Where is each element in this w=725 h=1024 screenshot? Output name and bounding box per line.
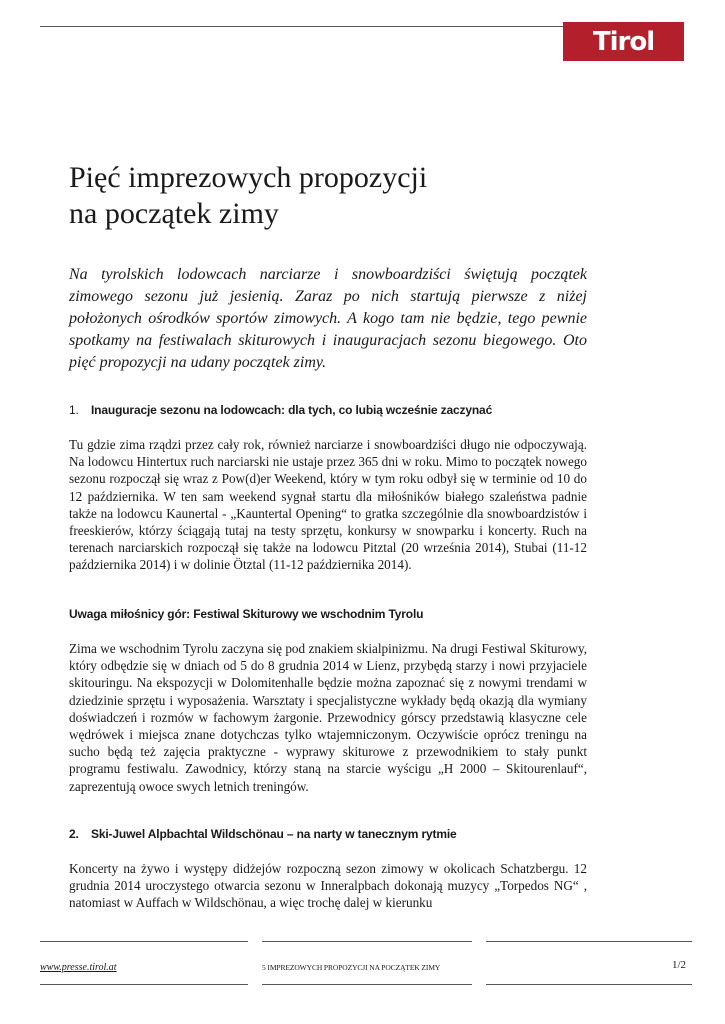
footer-page-number: 1/2	[672, 959, 687, 971]
section-1-number: 1.	[69, 403, 79, 417]
header-rule	[40, 26, 592, 27]
section-1-heading	[69, 402, 599, 419]
title-line-2: na początek zimy	[69, 197, 279, 230]
footer-rule-left-bottom	[40, 984, 248, 985]
footer-rule-center-bottom	[262, 984, 472, 985]
section-3-number: 2.	[69, 827, 79, 841]
footer-rule-right	[486, 941, 692, 942]
page-title	[69, 160, 427, 232]
footer-website-link[interactable]: www.presse.tirol.at	[40, 962, 117, 973]
section-3-heading	[69, 826, 599, 843]
footer-rule-center	[262, 941, 472, 942]
footer-rule-right-bottom	[486, 984, 692, 985]
footer-rule-left	[40, 941, 248, 942]
tirol-logo	[563, 22, 684, 61]
section-3-title: Ski-Juwel Alpbachtal Wildschönau – na narty w tanecznym rytmie	[91, 827, 457, 841]
section-1-body: Tu gdzie zima rządzi przez cały rok, również narciarze i snowboardziści długo nie odpoczywają. Na lodowcu Hintertux ruch narciarski nie ustaje przez 365 dni w roku. Mimo to początek nowego sezonu rozpoczął się wraz z Pow(d)er Weekend, który w tym roku odbył się w terminie od 10 do 12 października. W ten sam weekend sygnał startu dla miłośników białego szaleństwa padnie także na lodowcu Kaunertal - „Kauntertal Opening“ to gratka szczególnie dla snowboardzistów i freeskierów, którzy ściągają tutaj na testy sprzętu, konkursy w snowparku i koncerty. Ruch na terenach narciarskich rozpoczął się także na lodowcu Pitztal (20 września 2014), Stubai (11-12 października 2014) i w dolinie Ötztal (11-12 października 2014).	[69, 437, 587, 573]
section-2-body: Zima we wschodnim Tyrolu zaczyna się pod znakiem skialpinizmu. Na drugi Festiwal Skiturowy, który odbędzie się w dniach od 5 do 8 grudnia 2014 w Lienz, przybędą starzy i nowi przyjaciele skitouringu. Na ekspozycji w Dolomitenhalle będzie można zapoznać się z nowymi trendami w dziedzinie sprzętu i wyposażenia. Warsztaty i specjalistyczne wykłady będą okazją dla wymiany doświadczeń i rozmów w fachowym żargonie. Przewodnicy górscy przedstawią klasyczne cele wędrówek i miejsca znane dotychczas tylko wtajemniczonym. Oczywiście oprócz treningu na sucho będą też zajęcia praktyczne - wyprawy skiturowe z przewodnikiem to stały punkt programu festiwalu. Zawodnicy, którzy staną na starcie wyścigu „H 2000 – Skitourenlauf“, zaprezentują owoce swych letnich treningów.	[69, 641, 587, 794]
title-line-1: Pięć imprezowych propozycji	[69, 161, 428, 194]
section-2-heading	[69, 606, 599, 623]
lead-paragraph: Na tyrolskich lodowcach narciarze i snowboardziści świętują początek zimowego sezonu już jesienią. Zaraz po nich startują pierwsze z niżej położonych ośrodków sportów zimowych. A kogo tam nie będzie, tego pewnie spotkamy na festiwalach skiturowych i inauguracjach sezonu biegowego. Oto pięć propozycji na udany początek zimy.	[69, 266, 587, 371]
footer-document-title: 5 IMPREZOWYCH PROPOZYCJI NA POCZĄTEK ZIMY	[262, 963, 441, 972]
section-3-body: Koncerty na żywo i występy didżejów rozpoczną sezon zimowy w okolicach Schatzbergu. 12 grudnia 2014 uroczystego otwarcia sezonu w Inneralpbach dokonają muzycy „Torpedos NG“ , natomiast w Auffach w Wildschönau, a więc trochę dalej w kierunku	[69, 861, 587, 911]
logo-text: Tirol	[592, 26, 655, 57]
section-1-title: Inauguracje sezonu na lodowcach: dla tych, co lubią wcześnie zaczynać	[91, 403, 493, 417]
section-2-title: Uwaga miłośnicy gór: Festiwal Skiturowy we wschodnim Tyrolu	[69, 607, 424, 621]
